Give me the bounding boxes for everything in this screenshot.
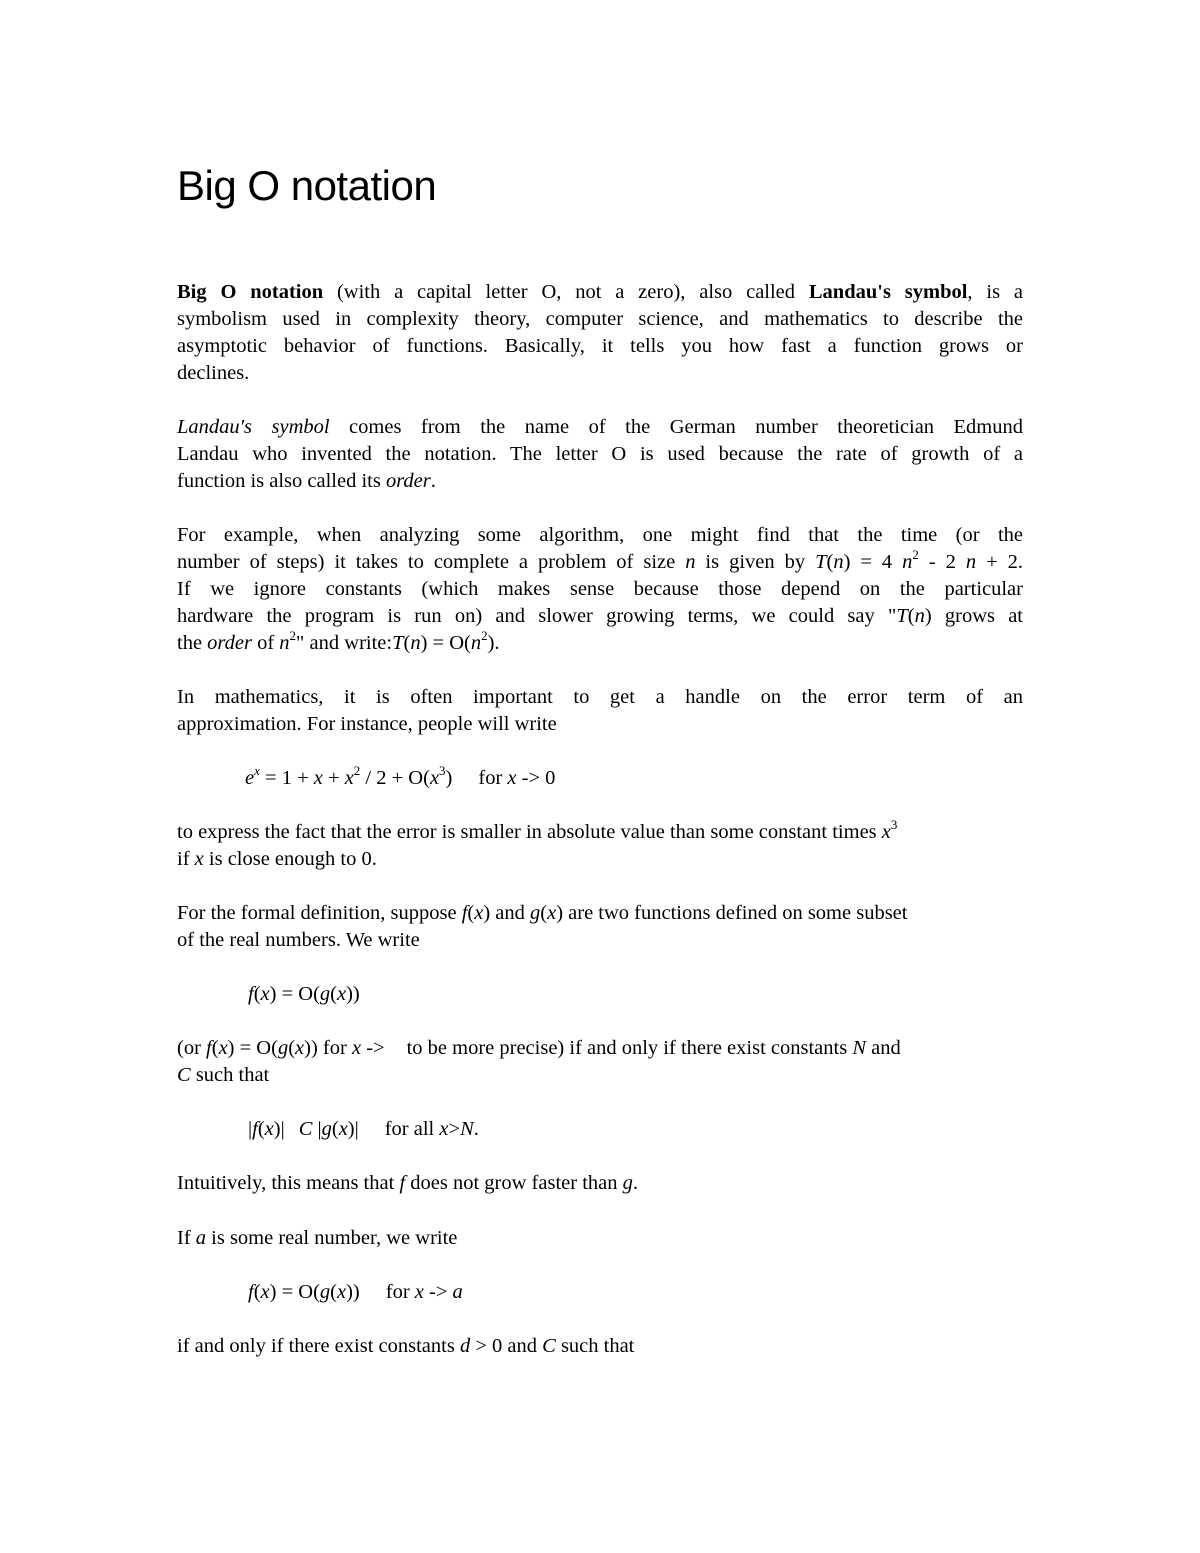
equation-inequality: |f(x)| C |g(x)| for all x>N. xyxy=(248,1118,479,1140)
paragraph-intro xyxy=(177,279,1023,387)
italic-term: order xyxy=(385,470,431,492)
page-title: Big O notation xyxy=(177,162,437,209)
text-line: asymptotic behavior of functions. Basically, it tells you how fast a function grows or xyxy=(177,335,1023,357)
paragraph-formal-definition xyxy=(177,900,1023,954)
text-line: (or f(x) = O(g(x)) for x -> to be more precise) if and only if there exist constants N and xyxy=(177,1037,901,1059)
text-line: Landau who invented the notation. The letter O is used because the rate of growth of a xyxy=(177,443,1023,465)
bold-term: Landau's symbol xyxy=(808,281,968,303)
equation-exponential: $e^x = 1 + x + x^2 / 2 + O(x^3)$ for x -> 0 xyxy=(245,763,556,789)
paragraph-error-term xyxy=(177,684,1023,738)
paragraph-landau-origin xyxy=(177,414,1023,495)
italic-term: Landau's symbol xyxy=(177,416,330,438)
text-line: Landau's symbol comes from the name of the German number theoretician Edmund xyxy=(177,416,1023,438)
text-line: symbolism used in complexity theory, computer science, and mathematics to describe the xyxy=(177,308,1023,330)
paragraph-precise-definition xyxy=(177,1035,1023,1089)
text-line: If we ignore constants (which makes sense because those depend on the particular xyxy=(177,578,1023,600)
text-line: if x is close enough to 0. xyxy=(177,848,377,870)
text-line: C such that xyxy=(177,1064,270,1086)
text-line: Big O notation (with a capital letter O, not a zero), also called Landau's symbol, is a xyxy=(177,281,1023,303)
text-line: the order of $n^2$" and write:T(n) = $O(n^2)$. xyxy=(177,628,500,654)
text-line: declines. xyxy=(177,362,250,384)
text-line: In mathematics, it is often important to get a handle on the error term of an xyxy=(177,686,1023,708)
text-line: approximation. For instance, people will write xyxy=(177,713,557,735)
bold-term: Big O notation xyxy=(177,281,324,303)
text-line: number of steps) it takes to complete a problem of size n is given by T(n) = 4 $n^2 - 2$ n + 2. xyxy=(177,547,1024,573)
text-line: of the real numbers. We write xyxy=(177,929,420,951)
equation-big-o: f(x) = O(g(x)) xyxy=(248,983,360,1005)
paragraph-constants: if and only if there exist constants d > 0 and C such that xyxy=(177,1335,635,1357)
equation-limit-a: f(x) = O(g(x)) for x -> a xyxy=(248,1281,463,1303)
paragraph-error-explanation xyxy=(177,819,1023,873)
text-line: For the formal definition, suppose f(x) and g(x) are two functions defined on some subset xyxy=(177,902,908,924)
paragraph-real-number: If a is some real number, we write xyxy=(177,1227,458,1249)
text-line: For example, when analyzing some algorithm, one might find that the time (or the xyxy=(177,524,1023,546)
text-line: to express the fact that the error is smaller in absolute value than some constant times $x^3$ xyxy=(177,817,898,843)
text-line: hardware the program is run on) and slower growing terms, we could say "T(n) grows at xyxy=(177,605,1023,627)
text-line: function is also called its order. xyxy=(177,470,436,492)
paragraph-example xyxy=(177,522,1023,657)
paragraph-intuition: Intuitively, this means that f does not grow faster than g. xyxy=(177,1172,638,1194)
